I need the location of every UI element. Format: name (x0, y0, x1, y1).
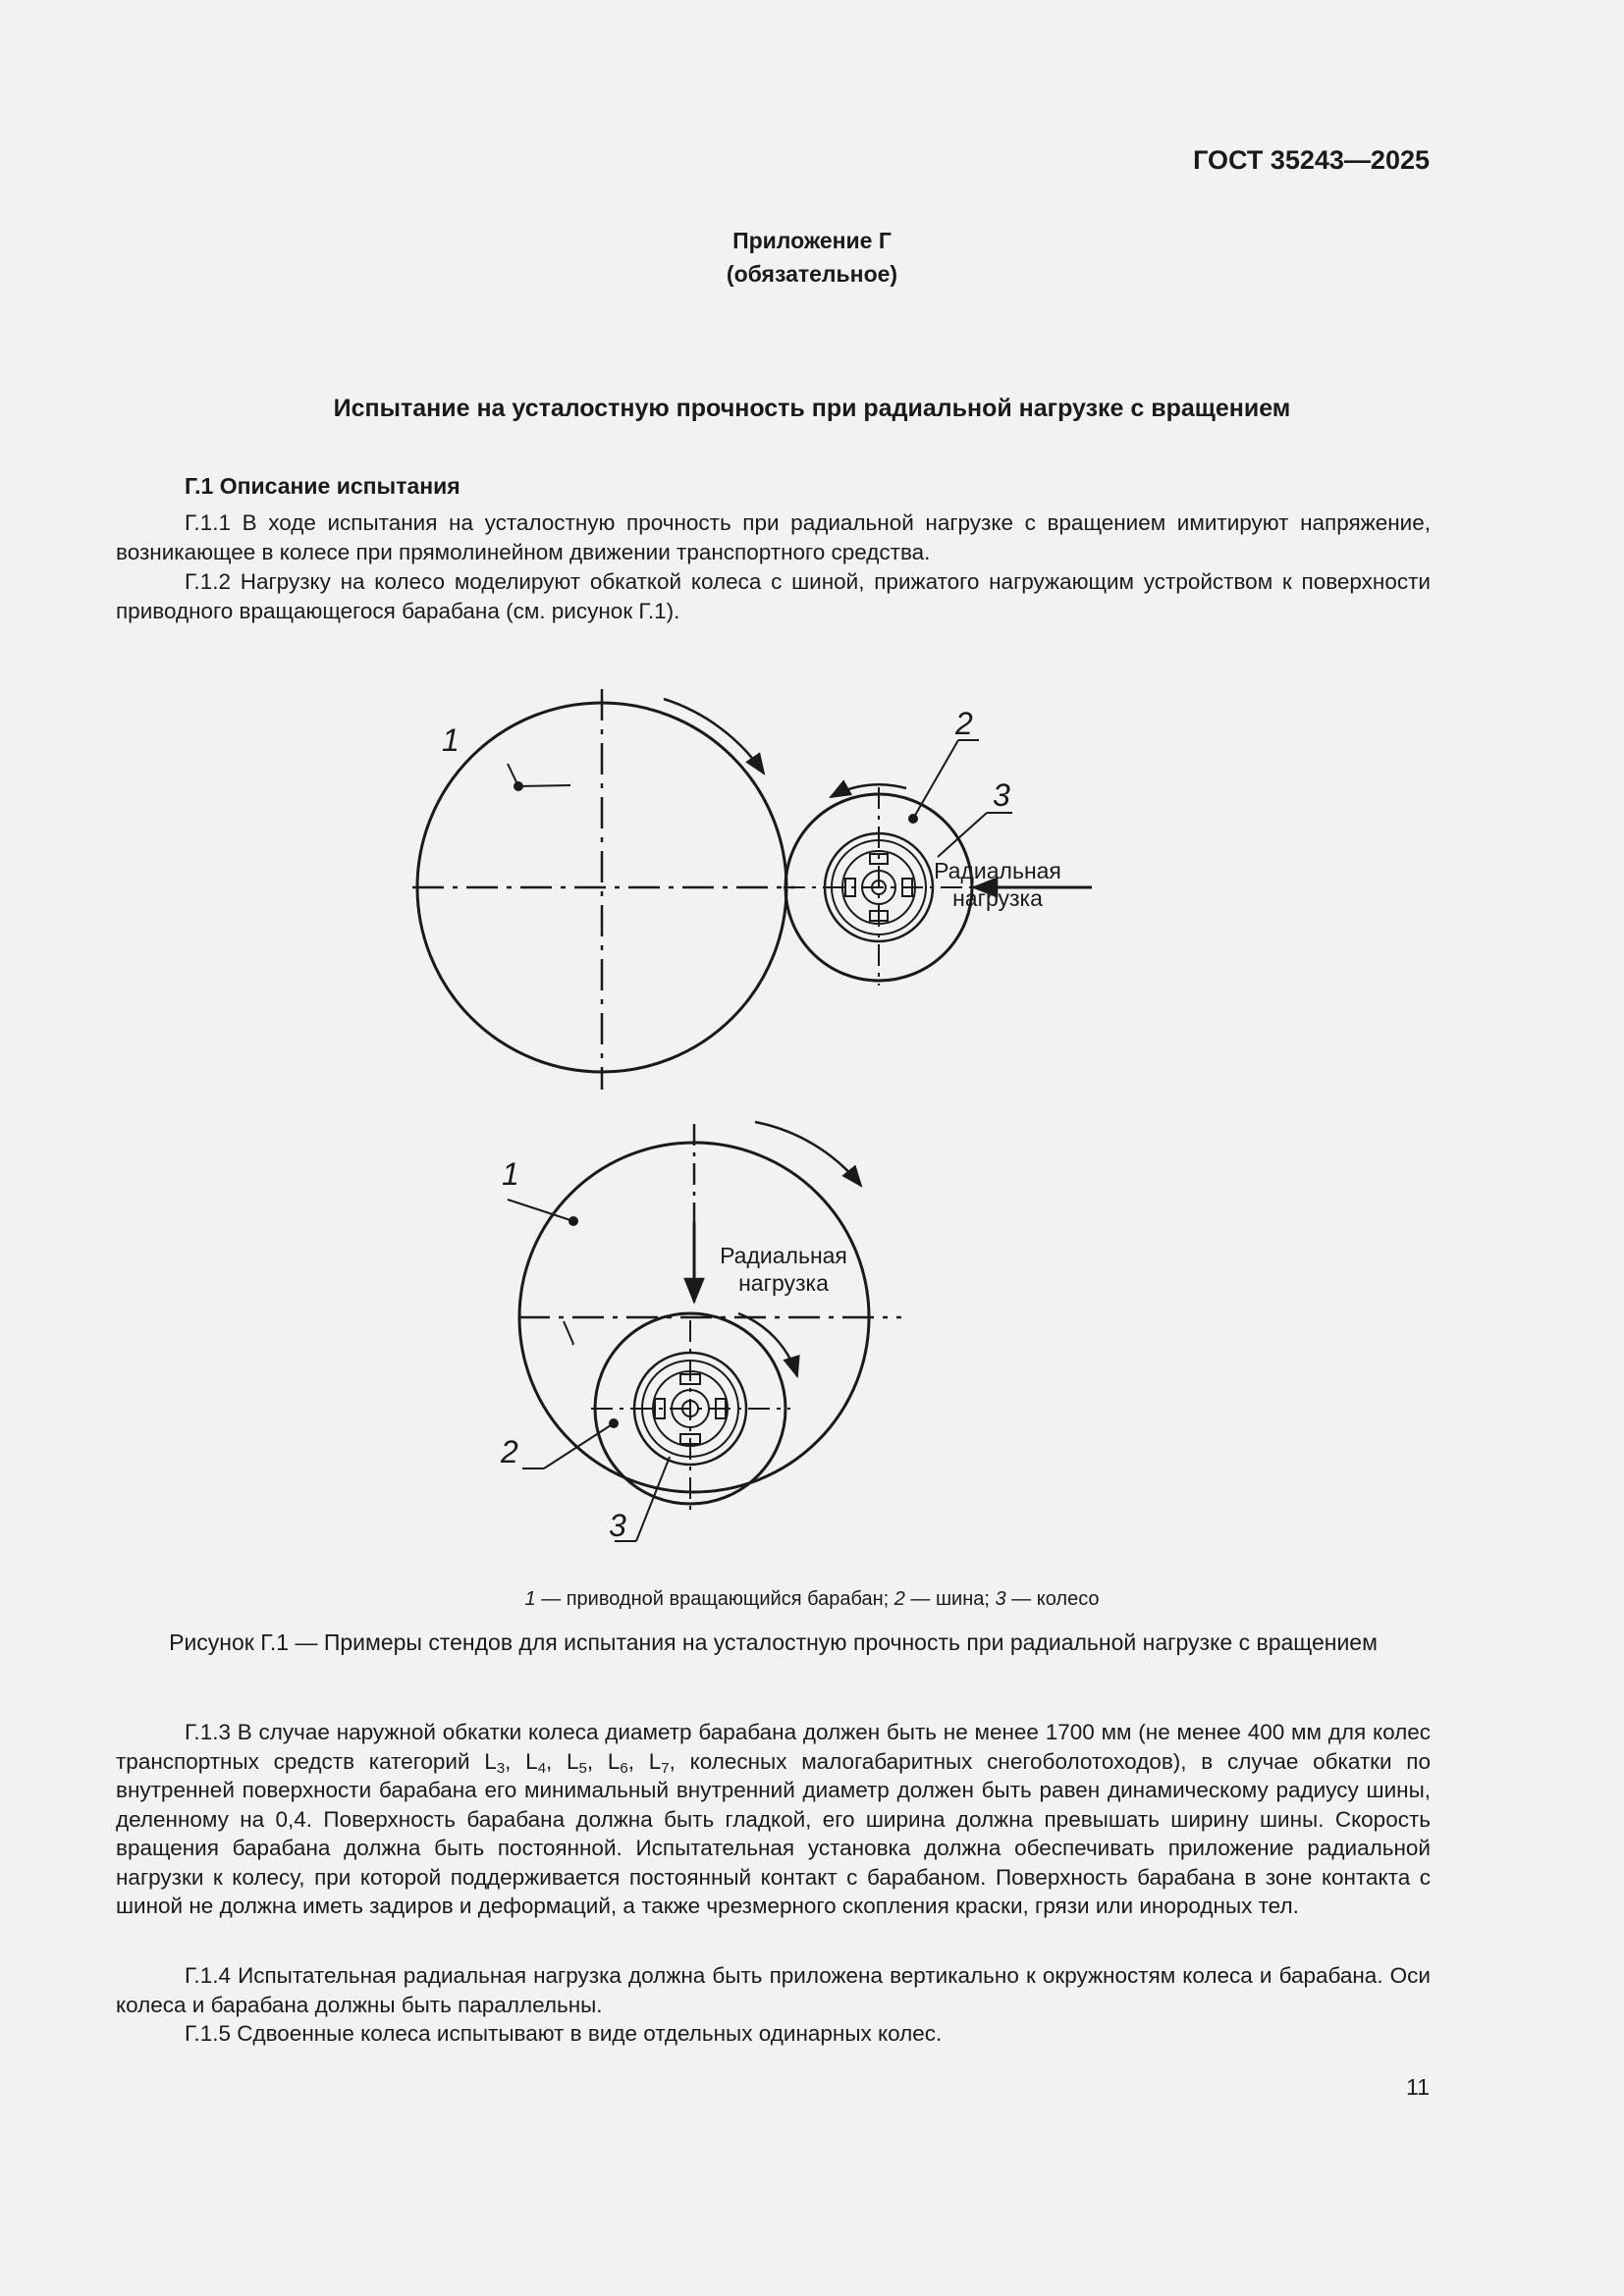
figure-caption: Рисунок Г.1 — Примеры стендов для испытания на усталостную прочность при радиальной нагрузке с вращением (169, 1629, 1378, 1655)
legend-text: — колесо (1005, 1588, 1100, 1610)
paragraph-g-1-4: Г.1.4 Испытательная радиальная нагрузка должна быть приложена вертикально к окружностям колеса и барабана. Оси колеса и барабана должны быть параллельны. (116, 1963, 1431, 2017)
document-id-header: ГОСТ 35243—2025 (1193, 145, 1430, 175)
leader-line-1 (564, 1321, 573, 1344)
radial-load-label: Радиальная (720, 1243, 847, 1268)
label-2: 2 (501, 1434, 518, 1469)
section-heading: Г.1 Описание испытания (185, 473, 460, 499)
leader-line-3 (938, 813, 987, 857)
appendix-title: Приложение Г (732, 228, 892, 253)
paragraph-g-1-2: Г.1.2 Нагрузку на колесо моделируют обкаткой колеса с шиной, прижатого нагружающим устройством к поверхности приводного вращающегося барабана (см. рисунок Г.1). (116, 569, 1431, 623)
page-number: 11 (1406, 2074, 1430, 2100)
legend-text: — шина; (904, 1588, 996, 1610)
drum-rotation-arrow (664, 699, 764, 774)
marker-dot-1 (514, 781, 523, 791)
label-1: 1 (502, 1156, 519, 1192)
appendix-status: (обязательное) (726, 261, 898, 287)
drum-rotation-arrow (755, 1122, 861, 1186)
test-stand-figure (373, 677, 1159, 1571)
label-3: 3 (993, 777, 1010, 813)
label-2: 2 (955, 706, 973, 741)
marker-dot-2 (609, 1418, 619, 1428)
label-3: 3 (609, 1508, 626, 1543)
legend-text: — приводной вращающийся барабан; (535, 1588, 894, 1610)
legend-number: 2 (893, 1588, 905, 1610)
bottom-diagram (518, 1122, 901, 1541)
leader-line-1 (572, 1344, 573, 1345)
leader-line-2 (913, 740, 958, 819)
legend-number: 3 (995, 1588, 1006, 1610)
paragraph-g-1-3: Г.1.3 В случае наружной обкатки колеса диаметр барабана должен быть не менее 1700 мм (не менее 400 мм для колес транспортных средств категорий $L_3$, $L_4$, $L_5$, $L_6$, $L_7$, колесных малогабаритных снегоболотоходов), в случае обкатки по внутренней поверхности барабана его минимальный внутренний диаметр должен быть равен динамическому радиусу шины, деленному на 0,4. Поверхность барабана должна быть гладкой, его ширина должна превышать ширину шины. Скорость вращения барабана должна быть постоянной. Испытательная установка должна обеспечивать приложение радиальной нагрузки к колесу, при которой поддерживается постоянный контакт с барабаном. Поверхность барабана в зоне контакта с шиной не должна иметь задиров и деформаций, а также чрезмерного скопления краски, грязи или инородных тел. (116, 1720, 1431, 1918)
figure-legend (0, 1588, 1624, 1611)
annex-title: Испытание на усталостную прочность при радиальной нагрузке с вращением (333, 395, 1291, 422)
marker-dot-2 (908, 814, 918, 824)
label-1: 1 (442, 722, 460, 758)
paragraph-g-1-1: Г.1.1 В ходе испытания на усталостную прочность при радиальной нагрузке с вращением имитируют напряжение, возникающее в колесе при прямолинейном движении транспортного средства. (116, 510, 1431, 564)
radial-load-label: нагрузка (738, 1270, 829, 1296)
wheel-rotation-arrow (738, 1313, 797, 1376)
radial-load-label: Радиальная (934, 858, 1061, 883)
radial-load-label: нагрузка (952, 885, 1043, 911)
legend-number: 1 (524, 1588, 536, 1610)
paragraph-g-1-5: Г.1.5 Сдвоенные колеса испытывают в виде отдельных одинарных колес. (185, 2021, 943, 2046)
leader-line-1 (518, 785, 570, 786)
appendix-heading (0, 224, 1624, 291)
